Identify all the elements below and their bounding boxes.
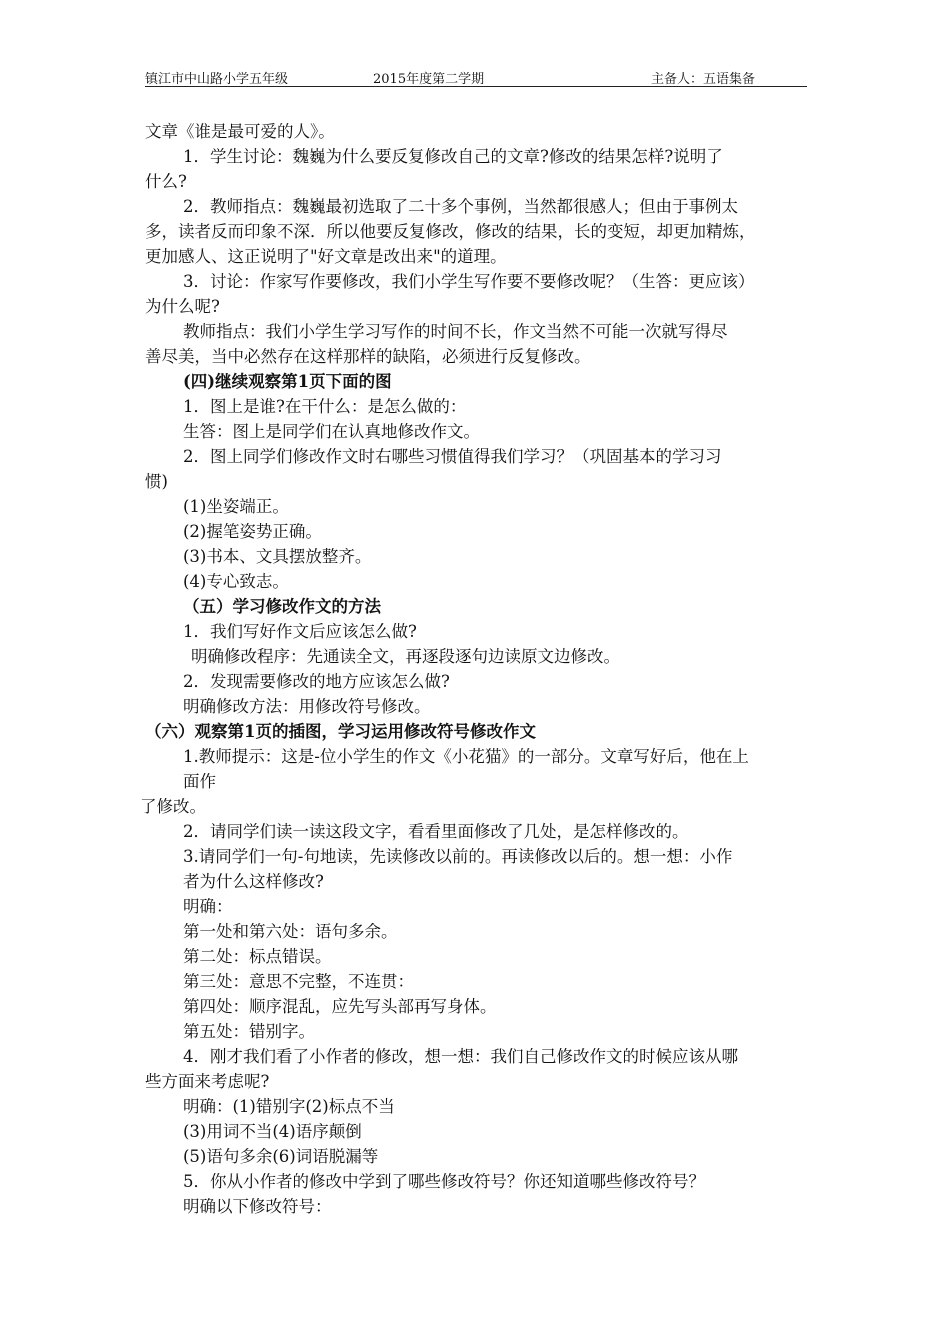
text-line: 2．教师指点：魏巍最初选取了二十多个事例，当然都很感人；但由于事例太 xyxy=(183,197,738,216)
text-line: 第二处：标点错误。 xyxy=(183,947,332,966)
text-line: 3．讨论：作家写作要修改，我们小学生写作要不要修改呢？（生答：更应该） xyxy=(183,272,755,291)
text-line: 善尽美，当中必然存在这样那样的缺陷，必须进行反复修改。 xyxy=(145,347,591,366)
text-line: (3)书本、文具摆放整齐。 xyxy=(183,547,372,566)
text-line: (3)用词不当(4)语序颠倒 xyxy=(183,1122,362,1141)
text-line: 1．图上是谁?在干什么：是怎么做的： xyxy=(183,397,467,416)
text-line: 1．我们写好作文后应该怎么做? xyxy=(183,622,417,641)
text-line: 2．请同学们读一读这段文字，看看里面修改了几处，是怎样修改的。 xyxy=(183,822,689,841)
text-line: 2．图上同学们修改作文时右哪些习惯值得我们学习？（巩固基本的学习习 xyxy=(183,447,722,466)
text-line: (5)语句多余(6)词语脱漏等 xyxy=(183,1147,379,1166)
text-line: 明确以下修改符号： xyxy=(183,1197,332,1216)
text-line: 1．学生讨论：魏巍为什么要反复修改自己的文章?修改的结果怎样?说明了 xyxy=(183,147,723,166)
page-header xyxy=(145,66,807,87)
text-line: 1.教师提示：这是-位小学生的作文《小花猫》的一部分。文章写好后，他在上 xyxy=(183,747,749,766)
text-line: 惯) xyxy=(145,472,168,491)
text-line: 为什么呢? xyxy=(145,297,220,316)
header-term: 2015年度第二学期 xyxy=(373,72,485,87)
text-line: 明确：(1)错别字(2)标点不当 xyxy=(183,1097,395,1116)
text-line: (1)坐姿端正。 xyxy=(183,497,289,516)
text-line: 3.请同学们一句-句地读，先读修改以前的。再读修改以后的。想一想：小作 xyxy=(183,847,733,866)
text-line: 些方面来考虑呢? xyxy=(145,1072,270,1091)
text-line: 文章《谁是最可爱的人》。 xyxy=(145,122,335,141)
text-line: 者为什么这样修改? xyxy=(183,872,324,891)
text-line: 第四处：顺序混乱，应先写头部再写身体。 xyxy=(183,997,497,1016)
text-line: (4)专心致志。 xyxy=(183,572,289,591)
text-line: (2)握笔姿势正确。 xyxy=(183,522,322,541)
text-line: 生答：图上是同学们在认真地修改作文。 xyxy=(183,422,480,441)
text-line: 面作 xyxy=(183,772,216,791)
header-school: 镇江市中山路小学五年级 xyxy=(145,72,289,87)
section-heading: （六）观察第1页的插图，学习运用修改符号修改作文 xyxy=(145,722,536,741)
section-heading: （五）学习修改作文的方法 xyxy=(183,597,381,616)
text-line: 第一处和第六处：语句多余。 xyxy=(183,922,398,941)
text-line: 多，读者反而印象不深．所以他要反复修改，修改的结果，长的变短，却更加精炼， xyxy=(145,222,756,241)
text-line: 明确： xyxy=(183,897,233,916)
text-line: 更加感人、这正说明了"好文章是改出来"的道理。 xyxy=(145,247,507,266)
text-line: 4．刚才我们看了小作者的修改，想一想：我们自己修改作文的时候应该从哪 xyxy=(183,1047,738,1066)
text-line: 明确修改方法：用修改符号修改。 xyxy=(183,697,431,716)
text-line: 教师指点：我们小学生学习写作的时间不长，作文当然不可能一次就写得尽 xyxy=(183,322,728,341)
header-preparer: 主备人：五语集备 xyxy=(651,72,756,87)
section-heading: (四)继续观察第1页下面的图 xyxy=(183,372,392,391)
text-line: 什么? xyxy=(145,172,187,191)
text-line: 了修改。 xyxy=(140,797,206,816)
text-line: 明确修改程序：先通读全文，再逐段逐句边读原文边修改。 xyxy=(191,647,620,666)
text-line: 第五处：错别字。 xyxy=(183,1022,315,1041)
text-line: 第三处：意思不完整，不连贯： xyxy=(183,972,414,991)
text-line: 2．发现需要修改的地方应该怎么做? xyxy=(183,672,450,691)
text-line: 5．你从小作者的修改中学到了哪些修改符号？你还知道哪些修改符号？ xyxy=(183,1172,705,1191)
